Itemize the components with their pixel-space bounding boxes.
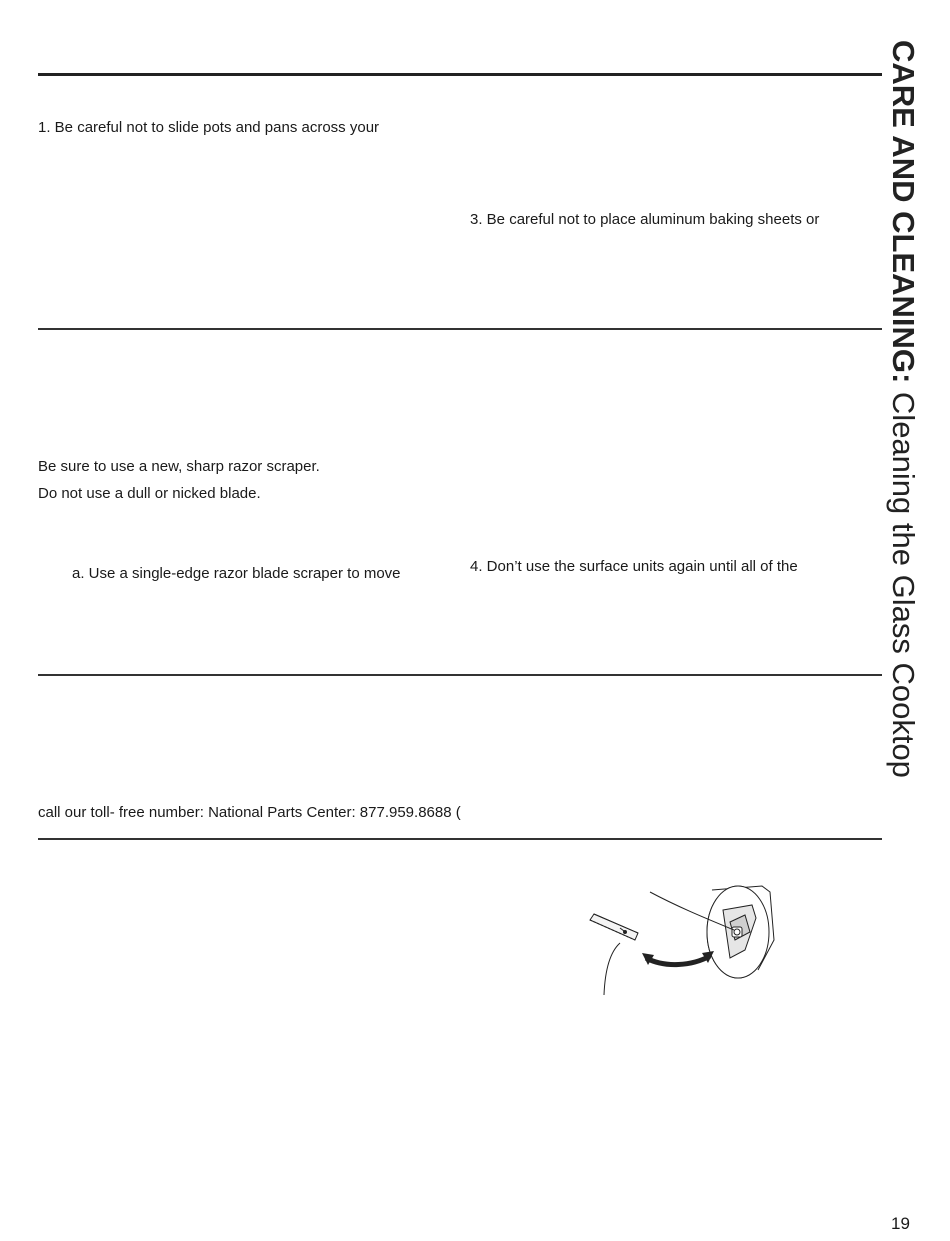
paragraph-item-4: 4. Don’t use the surface units again until all of the: [470, 558, 798, 575]
razor-instruction-line-2: Do not use a dull or nicked blade.: [38, 485, 261, 502]
paragraph-item-1: 1. Be careful not to slide pots and pans across your: [38, 119, 380, 136]
section-title: [886, 40, 920, 778]
page-number: 19: [891, 1214, 910, 1233]
step-a-text: a. Use a single-edge razor blade scraper to move: [72, 565, 401, 582]
scraper-blade-illustration: [580, 880, 790, 1005]
section-divider-2: [38, 674, 882, 676]
section-title-bold: CARE AND CLEANING:: [886, 40, 921, 384]
paragraph-item-3: 3. Be careful not to place aluminum baking sheets or: [470, 211, 820, 228]
section-divider-3: [38, 838, 882, 840]
top-rule: [38, 73, 882, 76]
section-divider-1: [38, 328, 882, 330]
parts-center-text: call our toll- free number: National Parts Center: 877.959.8688 (: [38, 804, 461, 821]
razor-instruction-line-1: Be sure to use a new, sharp razor scraper.: [38, 458, 320, 475]
section-title-light: Cleaning the Glass Cooktop: [886, 391, 921, 778]
